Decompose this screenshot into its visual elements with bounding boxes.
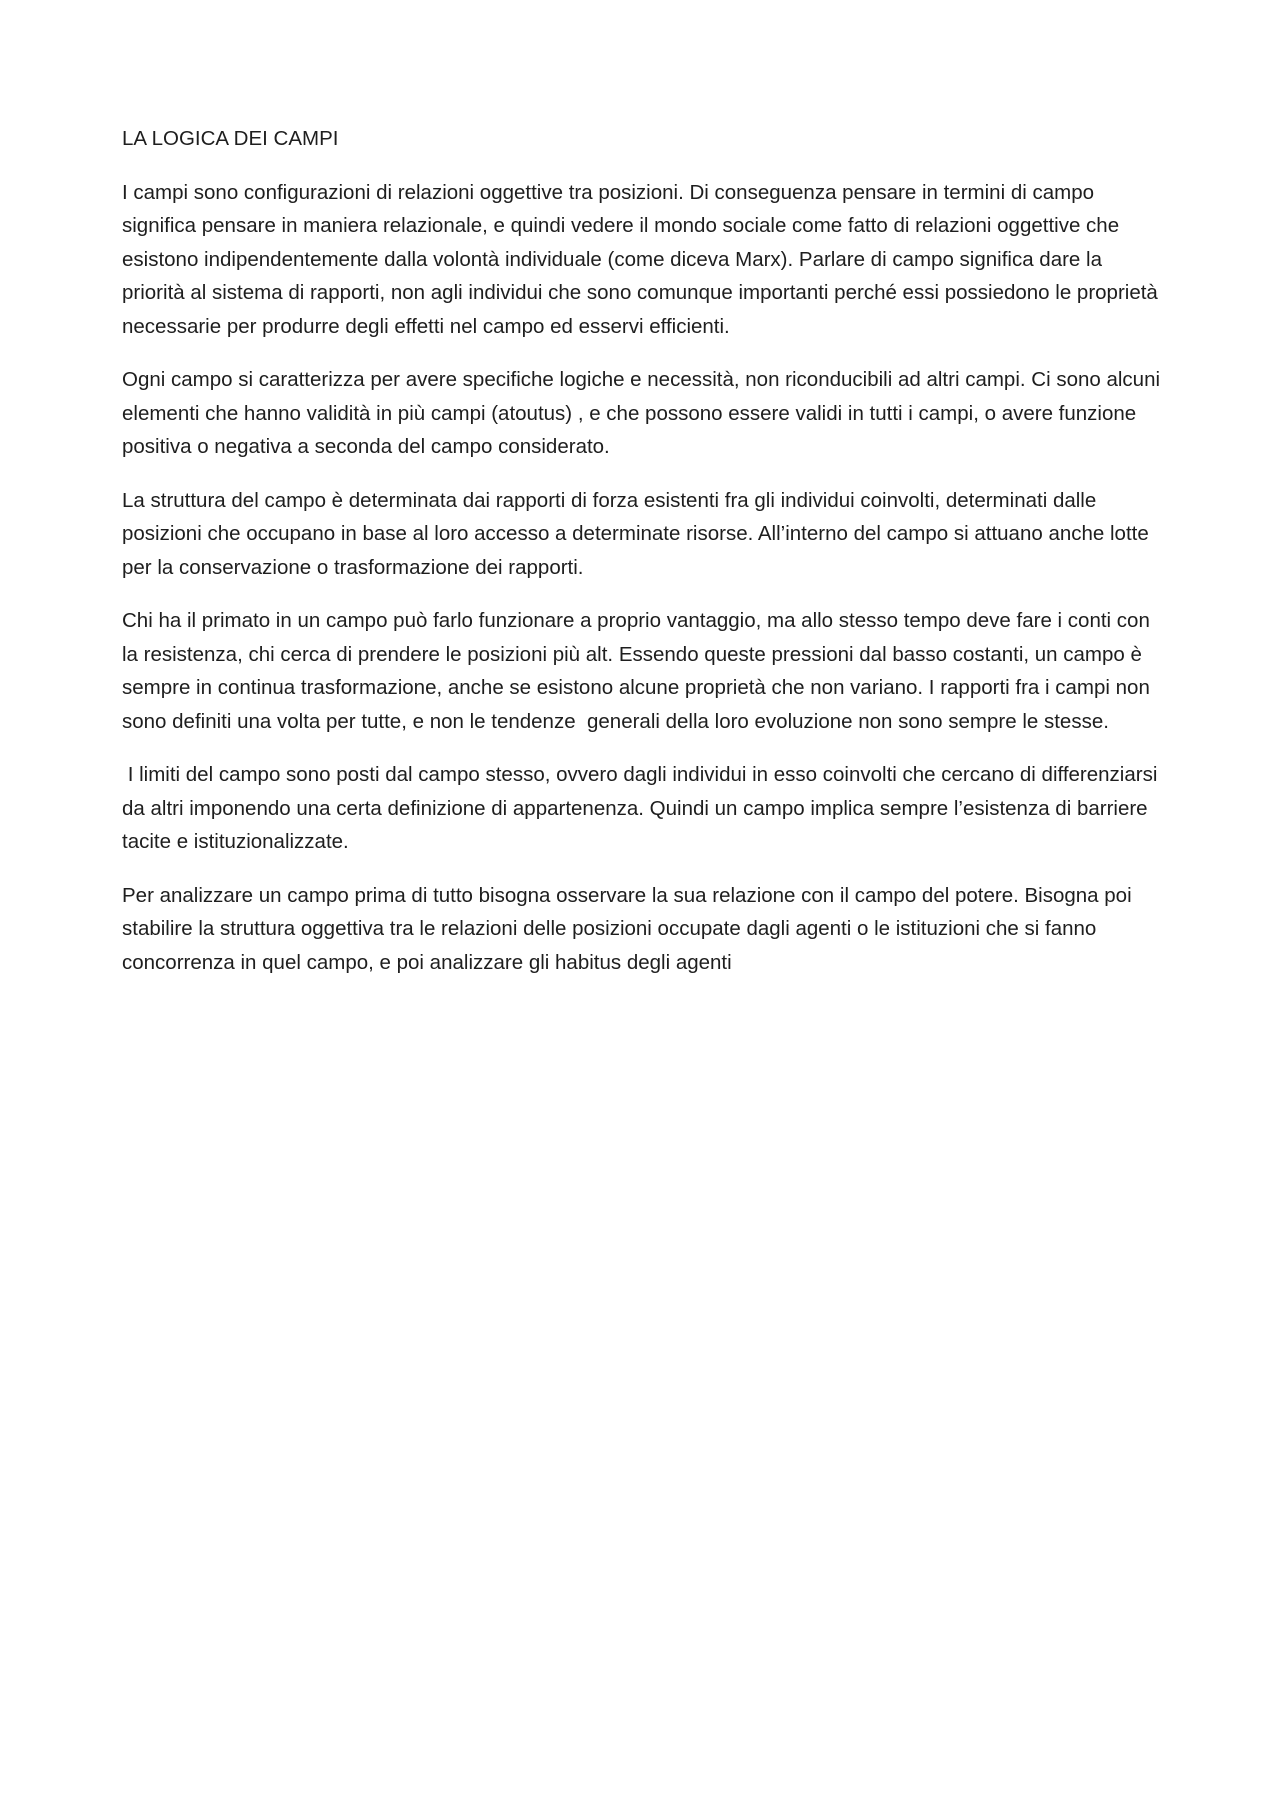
paragraph-1: I campi sono configurazioni di relazioni oggettive tra posizioni. Di conseguenza pensare in termini di campo significa pensare in maniera relazionale, e quindi vedere il mondo sociale come fatto di relazioni oggettive che esistono indipendentemente dalla volontà individuale (come diceva Marx). Parlare di campo significa dare la priorità al sistema di rapporti, non agli individui che sono comunque importanti perché essi possiedono le proprietà necessarie per produrre degli effetti nel campo ed esservi efficienti. xyxy=(122,180,1164,338)
paragraph-6: Per analizzare un campo prima di tutto bisogna osservare la sua relazione con il campo del potere. Bisogna poi stabilire la struttura oggettiva tra le relazioni delle posizioni occupate dagli agenti o le istituzioni che si fanno concorrenza in quel campo, e poi analizzare gli habitus degli agenti xyxy=(122,883,1138,974)
document-body xyxy=(122,122,1168,999)
paragraph-5: I limiti del campo sono posti dal campo stesso, ovvero dagli individui in esso coinvolti che cercano di differenziarsi da altri imponendo una certa definizione di appartenenza. Quindi un campo implica sempre l’esistenza di barriere tacite e istituzionalizzate. xyxy=(122,763,1164,853)
paragraph-4: Chi ha il primato in un campo può farlo funzionare a proprio vantaggio, ma allo stesso tempo deve fare i conti con la resistenza, chi cerca di prendere le posizioni più alt. Essendo queste pressioni dal basso costanti, un campo è sempre in continua trasformazione, anche se esistono alcune proprietà che non variano. I rapporti fra i campi non sono definiti una volta per tutte, e non le tendenze generali della loro evoluzione non sono sempre le stesse. xyxy=(122,609,1156,733)
paragraph-2: Ogni campo si caratterizza per avere specifiche logiche e necessità, non riconducibili ad altri campi. Ci sono alcuni elementi che hanno validità in più campi (atoutus) , e che possono essere validi in tutti i campi, o avere funzione positiva o negativa a seconda del campo considerato. xyxy=(122,368,1166,458)
paragraph-3: La struttura del campo è determinata dai rapporti di forza esistenti fra gli individui coinvolti, determinati dalle posizioni che occupano in base al loro accesso a determinate risorse. All’interno del campo si attuano anche lotte per la conservazione o trasformazione dei rapporti. xyxy=(122,488,1155,579)
document-title: LA LOGICA DEI CAMPI xyxy=(122,127,339,150)
